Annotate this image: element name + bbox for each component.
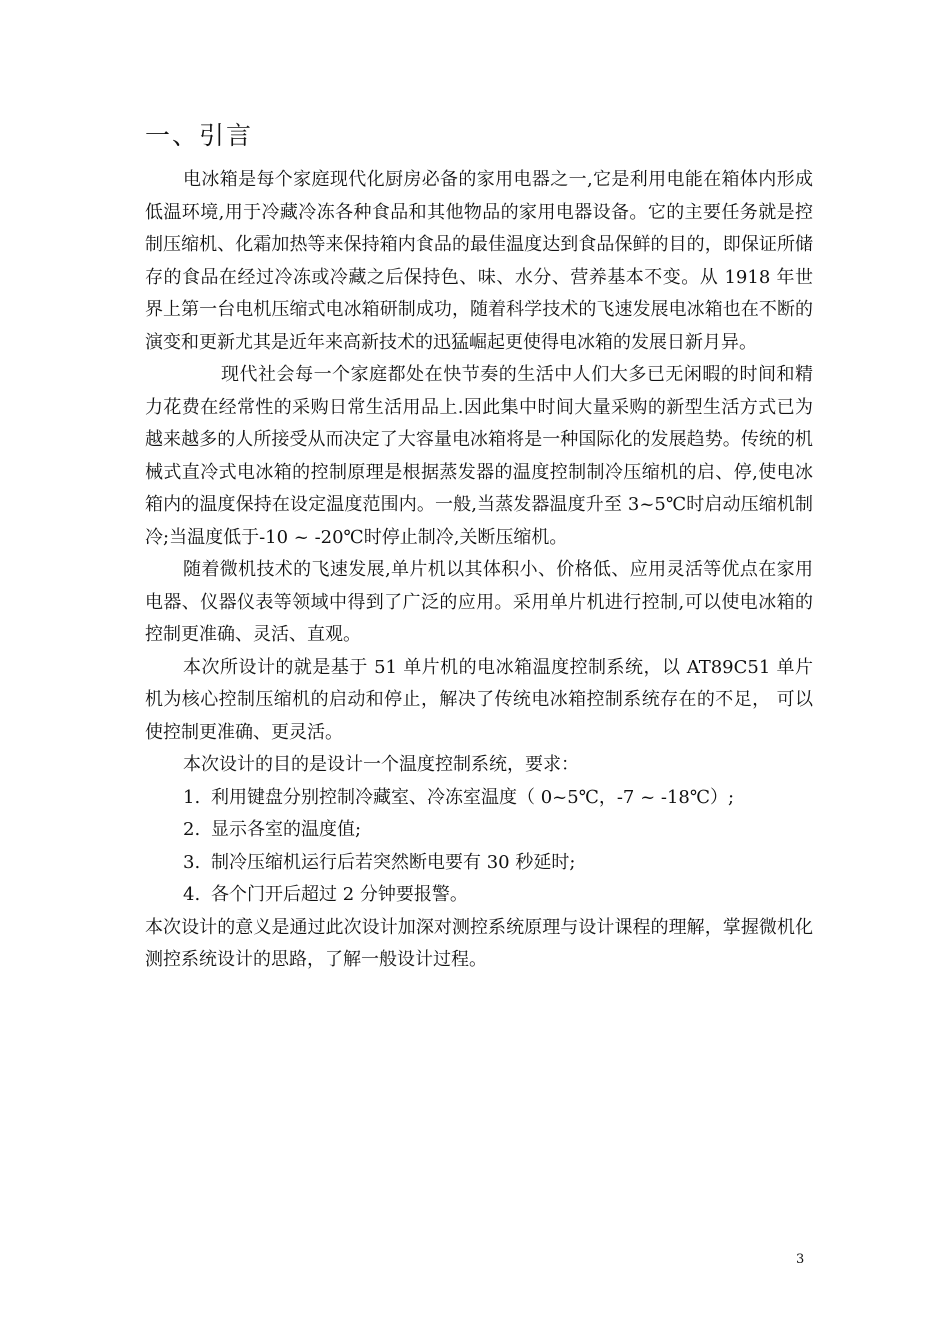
body-text <box>145 164 813 977</box>
list-item-number: 4. <box>183 884 201 905</box>
list-item-number: 3. <box>183 851 201 873</box>
section-heading: 一、引言 <box>145 121 254 150</box>
paragraph-microcontroller: 随着微机技术的飞速发展,单片机以其体积小、价格低、应用灵活等优点在家用电器、仪器仪表等领域中得到了广泛的应用。采用单片机进行控制,可以使电冰箱的控制更准确、灵活、直观。 <box>145 559 813 645</box>
list-item <box>183 847 813 880</box>
list-item <box>183 814 813 847</box>
paragraph-design-basis: 本次所设计的就是基于 51 单片机的电冰箱温度控制系统，以 AT89C51 单片机为核心控制压缩机的启动和停止，解决了传统电冰箱控制系统存在的不足， 可以使控制更准确、更灵活。 <box>145 656 813 743</box>
requirements-list <box>145 782 813 912</box>
list-item-text: 显示各室的温度值; <box>211 819 362 840</box>
paragraph-design-significance: 本次设计的意义是通过此次设计加深对测控系统原理与设计课程的理解，掌握微机化测控系统设计的思路，了解一般设计过程。 <box>145 916 813 970</box>
paragraph-modern-society: 现代社会每一个家庭都处在快节奏的生活中人们大多已无闲暇的时间和精力花费在经常性的采购日常生活用品上.因此集中时间大量采购的新型生活方式已为越来越多的人所接受从而决定了大容量电冰箱将是一种国际化的发展趋势。传统的机械式直冷式电冰箱的控制原理是根据蒸发器的温度控制制冷压缩机的启、停,使电冰箱内的温度保持在设定温度范围内。一般,当蒸发器温度升至 3~5℃时启动压缩机制冷;当温度低于-10 ~ -20℃时停止制冷,关断压缩机。 <box>145 364 813 548</box>
list-item <box>183 879 813 912</box>
list-item <box>183 782 813 815</box>
list-item-text: 各个门开后超过 2 分钟要报警。 <box>211 884 468 905</box>
paragraph-design-goal: 本次设计的目的是设计一个温度控制系统，要求： <box>183 754 579 775</box>
paragraph-intro: 电冰箱是每个家庭现代化厨房必备的家用电器之一,它是利用电能在箱体内形成低温环境,用于冷藏冷冻各种食品和其他物品的家用电器设备。它的主要任务就是控制压缩机、化霜加热等来保持箱内食品的最佳温度达到食品保鲜的目的，即保证所储存的食品在经过冷冻或冷藏之后保持色、味、水分、营养基本不变。从 1918 年世界上第一台电机压缩式电冰箱研制成功，随着科学技术的飞速发展电冰箱也在不断的演变和更新尤其是近年来高新技术的迅猛崛起更使得电冰箱的发展日新月异。 <box>145 169 813 353</box>
page-number: 3 <box>796 1252 805 1267</box>
list-item-number: 2. <box>183 819 201 840</box>
list-item-text: 利用键盘分别控制冷藏室、冷冻室温度（ 0~5℃，-7 ~ -18℃）; <box>211 786 735 808</box>
list-item-number: 1. <box>183 786 201 808</box>
list-item-text: 制冷压缩机运行后若突然断电要有 30 秒延时; <box>211 851 576 873</box>
